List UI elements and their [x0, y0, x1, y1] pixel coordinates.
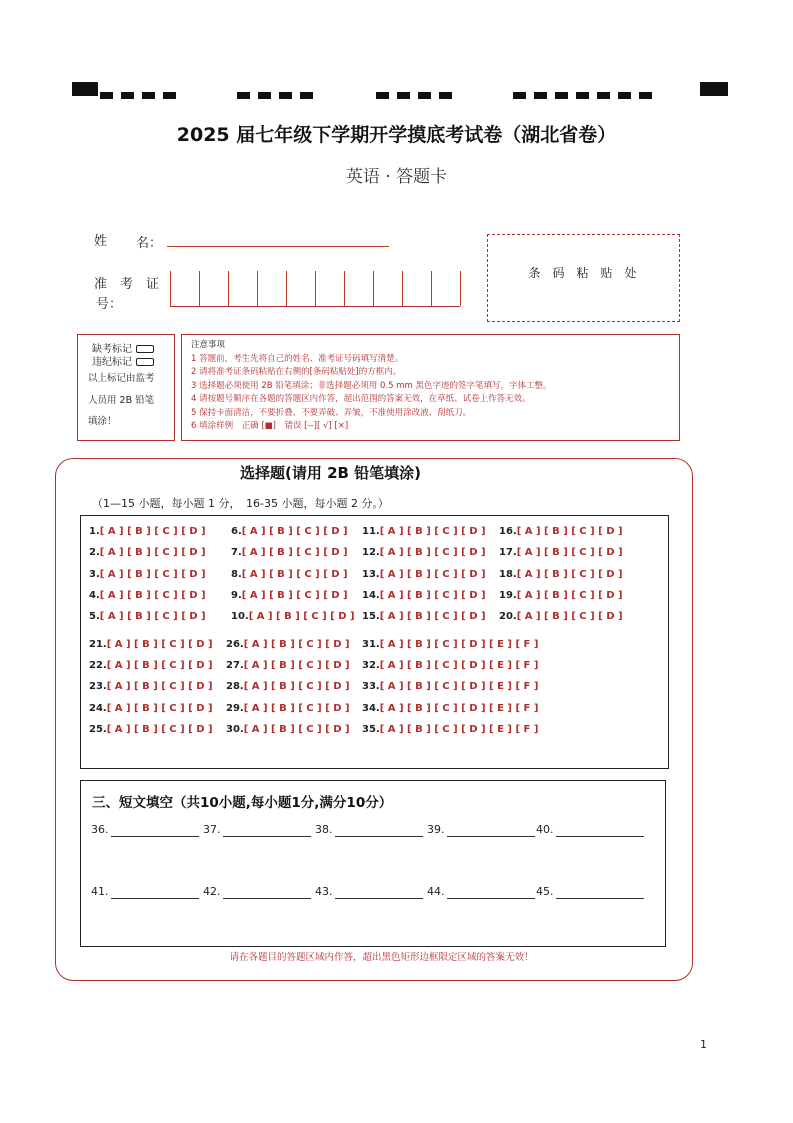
cloze-number: 41.: [91, 885, 109, 898]
timing-mark: [534, 92, 547, 99]
id-label-1: 准 考 证: [94, 277, 160, 292]
mc-question-29[interactable]: [226, 703, 350, 714]
mc-question-25[interactable]: [89, 724, 213, 735]
absent-label: 缺考标记: [92, 344, 132, 355]
cloze-answer-line[interactable]: [447, 836, 535, 837]
cloze-number: 36.: [91, 823, 109, 836]
name-label-1: 姓: [94, 234, 108, 249]
id-grid-line: [344, 271, 345, 306]
answer-options[interactable]: [ A ] [ B ] [ C ] [ D ]: [106, 703, 213, 714]
cloze-title: 三、短文填空（共10小题,每小题1分,满分10分）: [92, 795, 393, 811]
answer-options[interactable]: [ A ] [ B ] [ C ] [ D ]: [379, 590, 486, 601]
mc-question-1[interactable]: [89, 526, 206, 537]
mc-question-28[interactable]: [226, 681, 350, 692]
absent-note-2: 人员用 2B 铅笔: [88, 395, 155, 406]
cloze-answer-line[interactable]: [111, 898, 199, 899]
mc-question-8[interactable]: [231, 569, 348, 580]
answer-options[interactable]: [ A ] [ B ] [ C ] [ D ]: [99, 569, 206, 580]
violation-label: 违纪标记: [92, 357, 132, 368]
answer-options[interactable]: [ A ] [ B ] [ C ] [ D ]: [106, 639, 213, 650]
mc-question-11[interactable]: [362, 526, 486, 537]
timing-mark: [513, 92, 526, 99]
id-grid-line: [315, 271, 316, 306]
question-number: 18.: [499, 569, 517, 580]
mc-question-24[interactable]: [89, 703, 213, 714]
question-number: 23.: [89, 681, 107, 692]
mc-question-15[interactable]: [362, 611, 486, 622]
mc-question-22[interactable]: [89, 660, 213, 671]
answer-options[interactable]: [ A ] [ B ] [ C ] [ D ]: [106, 724, 213, 735]
cloze-answer-line[interactable]: [223, 898, 311, 899]
question-number: 4.: [89, 590, 100, 601]
absent-note-3: 填涂！: [88, 416, 117, 427]
mc-question-5[interactable]: [89, 611, 206, 622]
cloze-answer-line[interactable]: [447, 898, 535, 899]
question-number: 10.: [231, 611, 249, 622]
question-number: 6.: [231, 526, 242, 537]
answer-options[interactable]: [ A ] [ B ] [ C ] [ D ]: [243, 703, 350, 714]
cloze-number: 39.: [427, 823, 445, 836]
question-number: 7.: [231, 547, 242, 558]
mc-question-21[interactable]: [89, 639, 213, 650]
question-number: 24.: [89, 703, 107, 714]
question-number: 2.: [89, 547, 100, 558]
id-label-2: 号：: [96, 297, 123, 312]
note-item: 5 保持卡面清洁，不要折叠、不要弄破、弄皱，不准使用涂改液、刮纸刀。: [191, 407, 472, 418]
id-grid-line: [199, 271, 200, 306]
page-title: 2025 届七年级下学期开学摸底考试卷（湖北省卷）: [176, 124, 617, 146]
question-number: 30.: [226, 724, 244, 735]
timing-mark: [555, 92, 568, 99]
timing-mark: [142, 92, 155, 99]
cloze-number: 38.: [315, 823, 333, 836]
mc-subtitle: （1—15 小题，每小题 1 分， 16-35 小题，每小题 2 分。）: [92, 497, 389, 510]
answer-options[interactable]: [ A ] [ B ] [ C ] [ D ]: [379, 547, 486, 558]
question-number: 14.: [362, 590, 380, 601]
answer-options[interactable]: [ A ] [ B ] [ C ] [ D ]: [243, 639, 350, 650]
mc-question-20[interactable]: [499, 611, 623, 622]
barcode-label: 条 码 粘 贴 处: [528, 266, 637, 280]
answer-options[interactable]: [ A ] [ B ] [ C ] [ D ] [ E ] [ F ]: [379, 703, 539, 714]
answer-options[interactable]: [ A ] [ B ] [ C ] [ D ]: [241, 547, 348, 558]
cloze-number: 42.: [203, 885, 221, 898]
answer-options[interactable]: [ A ] [ B ] [ C ] [ D ]: [99, 611, 206, 622]
timing-mark: [639, 92, 652, 99]
answer-options[interactable]: [ A ] [ B ] [ C ] [ D ]: [379, 611, 486, 622]
name-field[interactable]: [167, 246, 389, 247]
answer-options[interactable]: [ A ] [ B ] [ C ] [ D ]: [99, 590, 206, 601]
id-grid-line: [402, 271, 403, 306]
cloze-number: 43.: [315, 885, 333, 898]
mc-question-31[interactable]: [362, 639, 538, 650]
question-number: 20.: [499, 611, 517, 622]
exam-id-grid[interactable]: [170, 271, 460, 307]
answer-options[interactable]: [ A ] [ B ] [ C ] [ D ]: [379, 526, 486, 537]
mc-question-26[interactable]: [226, 639, 350, 650]
note-item: 1 答题前，考生先将自己的姓名、准考证号码填写清楚。: [191, 353, 404, 364]
notes-heading: 注意事项: [191, 340, 226, 350]
question-number: 3.: [89, 569, 100, 580]
question-number: 31.: [362, 639, 380, 650]
answer-options[interactable]: [ A ] [ B ] [ C ] [ D ]: [106, 681, 213, 692]
question-number: 8.: [231, 569, 242, 580]
answer-options[interactable]: [ A ] [ B ] [ C ] [ D ]: [241, 569, 348, 580]
answer-options[interactable]: [ A ] [ B ] [ C ] [ D ]: [516, 526, 623, 537]
question-number: 21.: [89, 639, 107, 650]
cloze-answer-line[interactable]: [335, 898, 423, 899]
cloze-answer-line[interactable]: [556, 898, 644, 899]
question-number: 11.: [362, 526, 380, 537]
notes-text: [191, 339, 673, 434]
timing-mark: [418, 92, 431, 99]
id-grid-line: [170, 271, 171, 306]
answer-options[interactable]: [ A ] [ B ] [ C ] [ D ]: [241, 526, 348, 537]
mc-question-19[interactable]: [499, 590, 623, 601]
answer-options[interactable]: [ A ] [ B ] [ C ] [ D ]: [99, 526, 206, 537]
question-number: 29.: [226, 703, 244, 714]
question-number: 5.: [89, 611, 100, 622]
cloze-number: 37.: [203, 823, 221, 836]
mc-question-2[interactable]: [89, 547, 206, 558]
timing-mark: [618, 92, 631, 99]
note-item: 2 请将准考证条码粘贴在右侧的[条码粘贴处]的方框内。: [191, 367, 402, 377]
answer-options[interactable]: [ A ] [ B ] [ C ] [ D ]: [243, 681, 350, 692]
timing-mark: [100, 92, 113, 99]
question-number: 22.: [89, 660, 107, 671]
timing-mark: [121, 92, 134, 99]
timing-mark: [300, 92, 313, 99]
page-number: 1: [700, 1038, 707, 1051]
answer-options[interactable]: [ A ] [ B ] [ C ] [ D ] [ E ] [ F ]: [379, 681, 539, 692]
question-number: 34.: [362, 703, 380, 714]
timing-mark: [397, 92, 410, 99]
corner-marker-left: [72, 82, 98, 96]
answer-options[interactable]: [ A ] [ B ] [ C ] [ D ]: [243, 660, 350, 671]
mc-question-6[interactable]: [231, 526, 348, 537]
question-number: 19.: [499, 590, 517, 601]
mc-question-3[interactable]: [89, 569, 206, 580]
mc-question-18[interactable]: [499, 569, 623, 580]
question-number: 27.: [226, 660, 244, 671]
mc-question-35[interactable]: [362, 724, 538, 735]
mc-question-27[interactable]: [226, 660, 350, 671]
answer-options[interactable]: [ A ] [ B ] [ C ] [ D ]: [248, 611, 355, 622]
question-number: 17.: [499, 547, 517, 558]
id-grid-line: [286, 271, 287, 306]
cloze-answer-line[interactable]: [223, 836, 311, 837]
cloze-answer-line[interactable]: [335, 836, 423, 837]
absent-checkbox[interactable]: [136, 345, 154, 353]
mc-question-12[interactable]: [362, 547, 486, 558]
answer-options[interactable]: [ A ] [ B ] [ C ] [ D ] [ E ] [ F ]: [379, 724, 539, 735]
answer-options[interactable]: [ A ] [ B ] [ C ] [ D ]: [516, 611, 623, 622]
question-number: 32.: [362, 660, 380, 671]
note-item: 4 请按题号顺序在各题的答题区内作答，超出范围的答案无效，在草纸、试卷上作答无效。: [191, 394, 531, 404]
note-item: 3 选择题必须使用 2B 铅笔填涂；非选择题必须用 0.5 mm 黑色字迹的签字笔填写，字体工整。: [191, 380, 552, 391]
timing-mark: [279, 92, 292, 99]
violation-checkbox[interactable]: [136, 358, 154, 366]
question-number: 16.: [499, 526, 517, 537]
timing-mark: [376, 92, 389, 99]
question-number: 12.: [362, 547, 380, 558]
mc-question-34[interactable]: [362, 703, 538, 714]
mc-question-23[interactable]: [89, 681, 213, 692]
mc-question-32[interactable]: [362, 660, 538, 671]
id-grid-line: [373, 271, 374, 306]
mc-question-13[interactable]: [362, 569, 486, 580]
mc-question-10[interactable]: [231, 611, 355, 622]
question-number: 33.: [362, 681, 380, 692]
cloze-answer-line[interactable]: [556, 836, 644, 837]
timing-mark: [258, 92, 271, 99]
corner-marker-right: [700, 82, 728, 96]
question-number: 1.: [89, 526, 100, 537]
timing-mark: [576, 92, 589, 99]
answer-options[interactable]: [ A ] [ B ] [ C ] [ D ]: [516, 569, 623, 580]
answer-options[interactable]: [ A ] [ B ] [ C ] [ D ]: [516, 590, 623, 601]
footer-warning: 请在各题目的答题区域内作答，超出黑色矩形边框限定区域的答案无效！: [229, 952, 534, 963]
question-number: 26.: [226, 639, 244, 650]
id-grid-line: [257, 271, 258, 306]
question-number: 15.: [362, 611, 380, 622]
mc-question-30[interactable]: [226, 724, 350, 735]
question-number: 28.: [226, 681, 244, 692]
timing-mark: [439, 92, 452, 99]
mc-question-17[interactable]: [499, 547, 623, 558]
mc-question-7[interactable]: [231, 547, 348, 558]
name-label-2: 名：: [136, 236, 163, 251]
page-subtitle: 英语 · 答题卡: [345, 167, 448, 187]
mc-title: 选择题(请用 2B 铅笔填涂): [240, 464, 422, 482]
timing-mark: [237, 92, 250, 99]
note-item: 6 填涂样例 正确 [■] 错误 [--][ √] [×]: [191, 421, 349, 431]
violation-mark[interactable]: [92, 353, 154, 368]
cloze-number: 40.: [536, 823, 554, 836]
timing-mark: [163, 92, 176, 99]
mc-question-4[interactable]: [89, 590, 206, 601]
answer-options[interactable]: [ A ] [ B ] [ C ] [ D ]: [99, 547, 206, 558]
mc-question-9[interactable]: [231, 590, 348, 601]
id-grid-line: [431, 271, 432, 306]
absent-note-1: 以上标记由监考: [88, 373, 155, 384]
cloze-number: 45.: [536, 885, 554, 898]
answer-options[interactable]: [ A ] [ B ] [ C ] [ D ]: [379, 569, 486, 580]
answer-options[interactable]: [ A ] [ B ] [ C ] [ D ]: [106, 660, 213, 671]
question-number: 25.: [89, 724, 107, 735]
cloze-answer-line[interactable]: [111, 836, 199, 837]
id-grid-line: [228, 271, 229, 306]
mc-question-16[interactable]: [499, 526, 623, 537]
question-number: 9.: [231, 590, 242, 601]
timing-mark: [597, 92, 610, 99]
answer-options[interactable]: [ A ] [ B ] [ C ] [ D ]: [243, 724, 350, 735]
answer-options[interactable]: [ A ] [ B ] [ C ] [ D ]: [241, 590, 348, 601]
mc-question-33[interactable]: [362, 681, 538, 692]
id-grid-line: [460, 271, 461, 306]
question-number: 13.: [362, 569, 380, 580]
question-number: 35.: [362, 724, 380, 735]
cloze-number: 44.: [427, 885, 445, 898]
answer-options[interactable]: [ A ] [ B ] [ C ] [ D ] [ E ] [ F ]: [379, 660, 539, 671]
answer-options[interactable]: [ A ] [ B ] [ C ] [ D ] [ E ] [ F ]: [379, 639, 539, 650]
mc-question-14[interactable]: [362, 590, 486, 601]
answer-options[interactable]: [ A ] [ B ] [ C ] [ D ]: [516, 547, 623, 558]
